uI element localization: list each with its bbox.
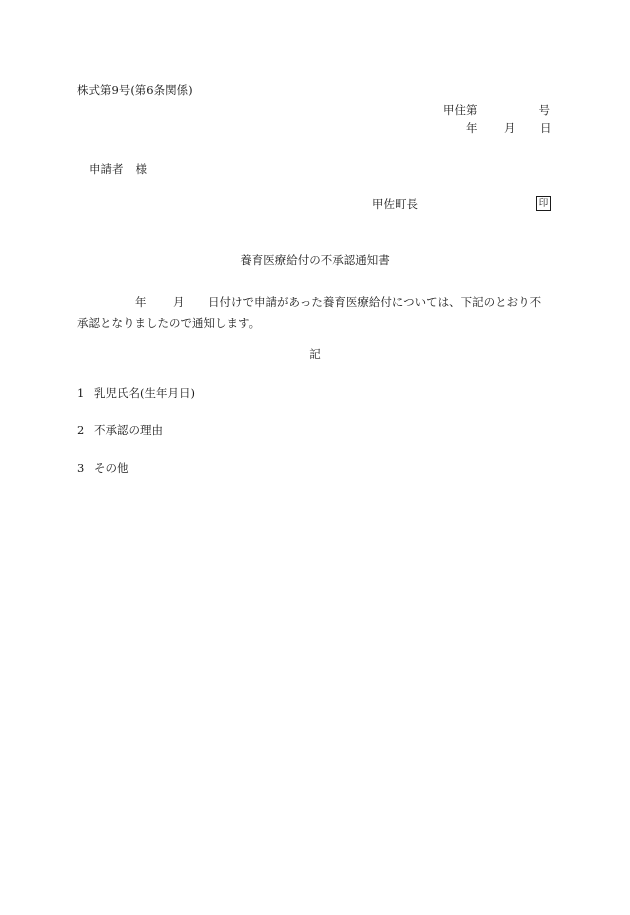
document-title: 養育医療給付の不承認通知書 [240, 253, 390, 267]
item-label: 不承認の理由 [94, 423, 163, 437]
item-number: 3 [77, 461, 85, 475]
recipient [89, 163, 147, 177]
body-line-2-text: 承認となりましたので通知します。 [77, 316, 261, 330]
form-id: 株式第9号(第6条関係) [77, 83, 193, 97]
body-year: 年 [135, 295, 147, 309]
item-number: 2 [77, 423, 85, 437]
body-paragraph [77, 292, 553, 334]
list-item [77, 462, 129, 476]
issue-date-day: 日 [540, 121, 552, 135]
issue-date-month: 月 [504, 121, 516, 135]
issuer-name: 甲佐町長 [372, 197, 418, 211]
list-item [77, 387, 195, 401]
issue-date-year: 年 [466, 121, 478, 135]
body-line-2 [77, 313, 553, 334]
item-label: 乳児氏名(生年月日) [94, 386, 195, 400]
recipient-label: 申請者 [89, 162, 124, 176]
item-number: 1 [77, 386, 85, 400]
recipient-honorific: 様 [135, 162, 147, 176]
body-line-1 [77, 292, 553, 313]
ki-heading: 記 [309, 347, 321, 361]
document-number-prefix: 甲住第 [443, 103, 478, 117]
body-month: 月 [173, 295, 185, 309]
seal-mark: 印 [536, 196, 551, 211]
document-number-suffix: 号 [538, 103, 550, 117]
body-line-1-rest: 日付けで申請があった養育医療給付については、下記のとおり不 [208, 295, 542, 309]
item-label: その他 [94, 461, 129, 475]
list-item [77, 424, 163, 438]
